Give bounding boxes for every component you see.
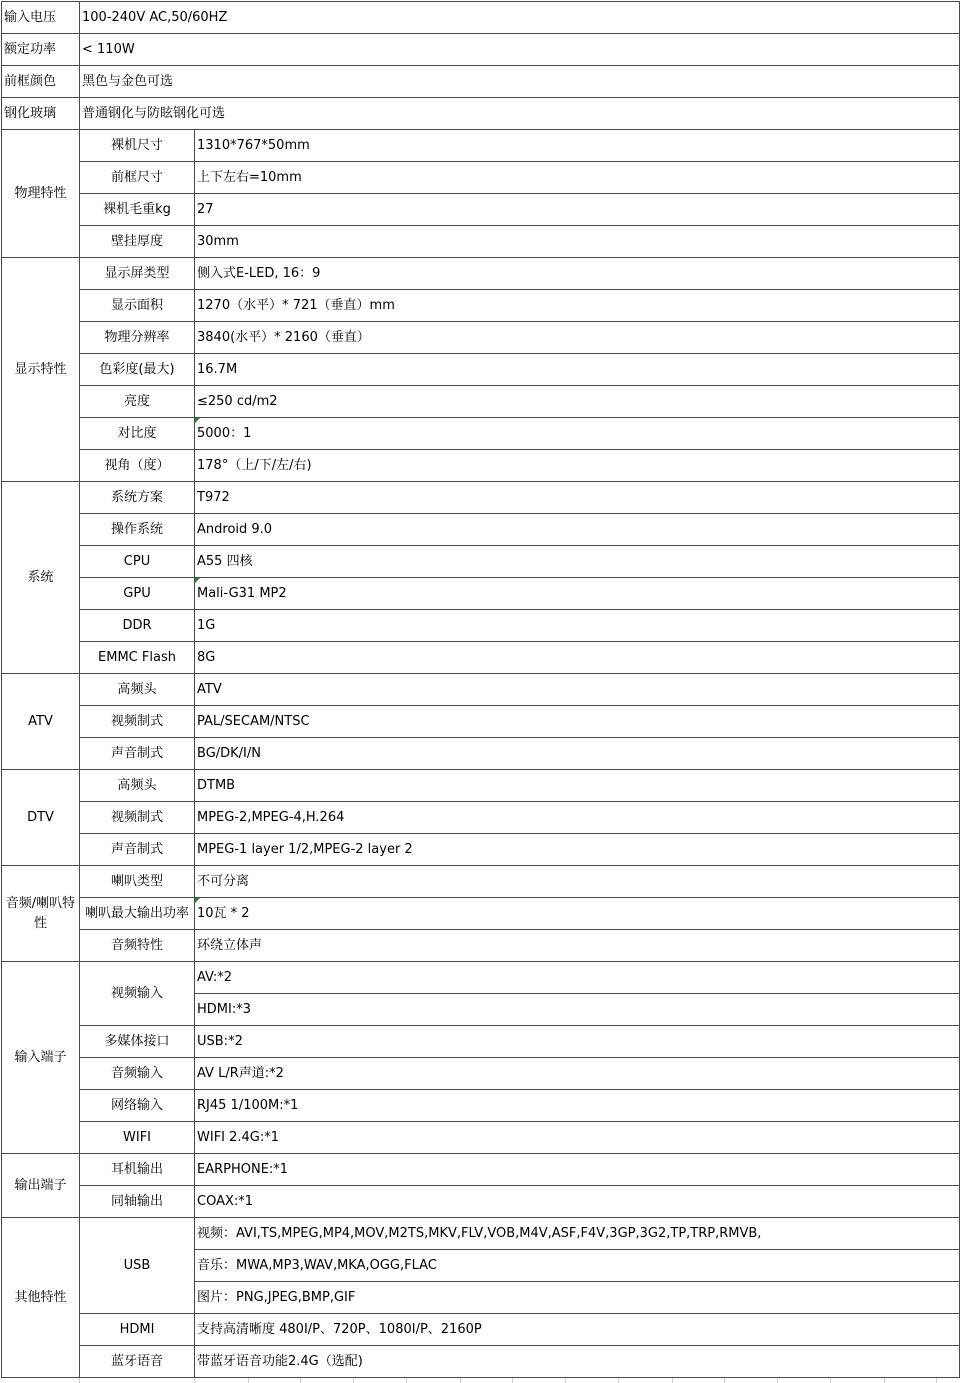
item-label: 前框尺寸 xyxy=(80,162,195,194)
item-value: 视频：AVI,TS,MPEG,MP4,MOV,M2TS,MKV,FLV,VOB,M4V,ASF,F4V,3GP,3G2,TP,TRP,RMVB, xyxy=(195,1218,960,1250)
item-label: 音频输入 xyxy=(80,1058,195,1090)
item-label: 色彩度(最大) xyxy=(80,354,195,386)
table-row xyxy=(2,354,960,386)
item-label: USB xyxy=(80,1218,195,1314)
item-value: COAX:*1 xyxy=(195,1186,960,1218)
table-row xyxy=(2,1346,960,1378)
row-value: 普通钢化与防眩钢化可选 xyxy=(80,98,960,130)
item-label: CPU xyxy=(80,546,195,578)
row-value: 黑色与金色可选 xyxy=(80,66,960,98)
table-row xyxy=(2,802,960,834)
table-row xyxy=(2,930,960,962)
item-label: 喇叭最大输出功率 xyxy=(80,898,195,930)
item-value: 30mm xyxy=(195,226,960,258)
table-row xyxy=(2,322,960,354)
item-label: 蓝牙语音 xyxy=(80,1346,195,1378)
table-row xyxy=(2,514,960,546)
item-value: USB:*2 xyxy=(195,1026,960,1058)
item-value: Android 9.0 xyxy=(195,514,960,546)
row-value: 100-240V AC,50/60HZ xyxy=(80,2,960,34)
item-value: 16.7M xyxy=(195,354,960,386)
item-value: 支持高清晰度 480I/P、720P、1080I/P、2160P xyxy=(195,1314,960,1346)
group-label-input: 输入端子 xyxy=(2,962,80,1154)
table-row xyxy=(2,1186,960,1218)
item-label: 多媒体接口 xyxy=(80,1026,195,1058)
item-label: 物理分辨率 xyxy=(80,322,195,354)
table-row xyxy=(2,1058,960,1090)
item-label: 高频头 xyxy=(80,770,195,802)
table-row xyxy=(2,66,960,98)
table-row xyxy=(2,34,960,66)
spec-table xyxy=(1,1,960,1378)
item-label: 声音制式 xyxy=(80,738,195,770)
item-value: RJ45 1/100M:*1 xyxy=(195,1090,960,1122)
item-value: 上下左右=10mm xyxy=(195,162,960,194)
item-value: Mali-G31 MP2 xyxy=(195,578,960,610)
item-value: MPEG-1 layer 1/2,MPEG-2 layer 2 xyxy=(195,834,960,866)
item-value: 1G xyxy=(195,610,960,642)
row-label: 前框颜色 xyxy=(2,66,80,98)
item-value: 8G xyxy=(195,642,960,674)
item-value: 图片：PNG,JPEG,BMP,GIF xyxy=(195,1282,960,1314)
item-label: 视角（度） xyxy=(80,450,195,482)
item-label: 耳机输出 xyxy=(80,1154,195,1186)
item-value: 178°（上/下/左/右) xyxy=(195,450,960,482)
table-row xyxy=(2,1154,960,1186)
item-label: 声音制式 xyxy=(80,834,195,866)
table-row xyxy=(2,642,960,674)
table-row xyxy=(2,866,960,898)
item-label: 裸机尺寸 xyxy=(80,130,195,162)
item-value: 27 xyxy=(195,194,960,226)
item-label: 喇叭类型 xyxy=(80,866,195,898)
table-row xyxy=(2,290,960,322)
table-row xyxy=(2,546,960,578)
item-label: 裸机毛重kg xyxy=(80,194,195,226)
group-label-display: 显示特性 xyxy=(2,258,80,482)
item-label: 音频特性 xyxy=(80,930,195,962)
group-label-dtv: DTV xyxy=(2,770,80,866)
table-row xyxy=(2,1122,960,1154)
row-label: 输入电压 xyxy=(2,2,80,34)
table-row xyxy=(2,1314,960,1346)
sheet-gridlines xyxy=(0,1378,962,1383)
item-value: HDMI:*3 xyxy=(195,994,960,1026)
row-label: 额定功率 xyxy=(2,34,80,66)
item-value: ≤250 cd/m2 xyxy=(195,386,960,418)
item-value: PAL/SECAM/NTSC xyxy=(195,706,960,738)
row-label: 钢化玻璃 xyxy=(2,98,80,130)
item-value: BG/DK/I/N xyxy=(195,738,960,770)
table-row xyxy=(2,386,960,418)
item-value: EARPHONE:*1 xyxy=(195,1154,960,1186)
table-row xyxy=(2,898,960,930)
item-label: WIFI xyxy=(80,1122,195,1154)
table-row xyxy=(2,674,960,706)
table-row xyxy=(2,418,960,450)
item-value: 带蓝牙语音功能2.4G（选配) xyxy=(195,1346,960,1378)
item-label: 操作系统 xyxy=(80,514,195,546)
item-label: 壁挂厚度 xyxy=(80,226,195,258)
item-label: 高频头 xyxy=(80,674,195,706)
table-row xyxy=(2,98,960,130)
table-row xyxy=(2,162,960,194)
item-value: 5000：1 xyxy=(195,418,960,450)
table-row xyxy=(2,610,960,642)
group-label-atv: ATV xyxy=(2,674,80,770)
item-label: 显示屏类型 xyxy=(80,258,195,290)
item-value: 1310*767*50mm xyxy=(195,130,960,162)
group-label-audio: 音频/喇叭特性 xyxy=(2,866,80,962)
table-row xyxy=(2,578,960,610)
table-row xyxy=(2,226,960,258)
table-row xyxy=(2,482,960,514)
item-value: T972 xyxy=(195,482,960,514)
table-row xyxy=(2,194,960,226)
item-label: 亮度 xyxy=(80,386,195,418)
table-row xyxy=(2,2,960,34)
item-value: 音乐：MWA,MP3,WAV,MKA,OGG,FLAC xyxy=(195,1250,960,1282)
table-row xyxy=(2,738,960,770)
item-label: GPU xyxy=(80,578,195,610)
item-label: DDR xyxy=(80,610,195,642)
group-label-physical: 物理特性 xyxy=(2,130,80,258)
item-value: ATV xyxy=(195,674,960,706)
table-row xyxy=(2,770,960,802)
item-label: 显示面积 xyxy=(80,290,195,322)
item-value: 1270（水平）* 721（垂直）mm xyxy=(195,290,960,322)
item-value: 10瓦 * 2 xyxy=(195,898,960,930)
item-value: DTMB xyxy=(195,770,960,802)
item-label: 对比度 xyxy=(80,418,195,450)
item-value: A55 四核 xyxy=(195,546,960,578)
item-label: 视频制式 xyxy=(80,802,195,834)
table-row xyxy=(2,130,960,162)
item-label: 视频制式 xyxy=(80,706,195,738)
item-value: 环绕立体声 xyxy=(195,930,960,962)
item-label: EMMC Flash xyxy=(80,642,195,674)
item-value: AV:*2 xyxy=(195,962,960,994)
item-label: 系统方案 xyxy=(80,482,195,514)
item-value: WIFI 2.4G:*1 xyxy=(195,1122,960,1154)
table-row xyxy=(2,1218,960,1250)
row-value: < 110W xyxy=(80,34,960,66)
item-label: 网络输入 xyxy=(80,1090,195,1122)
item-label: 视频输入 xyxy=(80,962,195,1026)
group-label-other: 其他特性 xyxy=(2,1218,80,1378)
group-label-output: 输出端子 xyxy=(2,1154,80,1218)
item-value: 3840(水平）* 2160（垂直） xyxy=(195,322,960,354)
item-value: 不可分离 xyxy=(195,866,960,898)
item-value: 侧入式E-LED, 16：9 xyxy=(195,258,960,290)
table-row xyxy=(2,1026,960,1058)
item-label: 同轴输出 xyxy=(80,1186,195,1218)
table-row xyxy=(2,962,960,994)
item-label: HDMI xyxy=(80,1314,195,1346)
table-row xyxy=(2,450,960,482)
group-label-system: 系统 xyxy=(2,482,80,674)
item-value: AV L/R声道:*2 xyxy=(195,1058,960,1090)
table-row xyxy=(2,258,960,290)
item-value: MPEG-2,MPEG-4,H.264 xyxy=(195,802,960,834)
table-row xyxy=(2,1090,960,1122)
table-row xyxy=(2,834,960,866)
table-row xyxy=(2,706,960,738)
